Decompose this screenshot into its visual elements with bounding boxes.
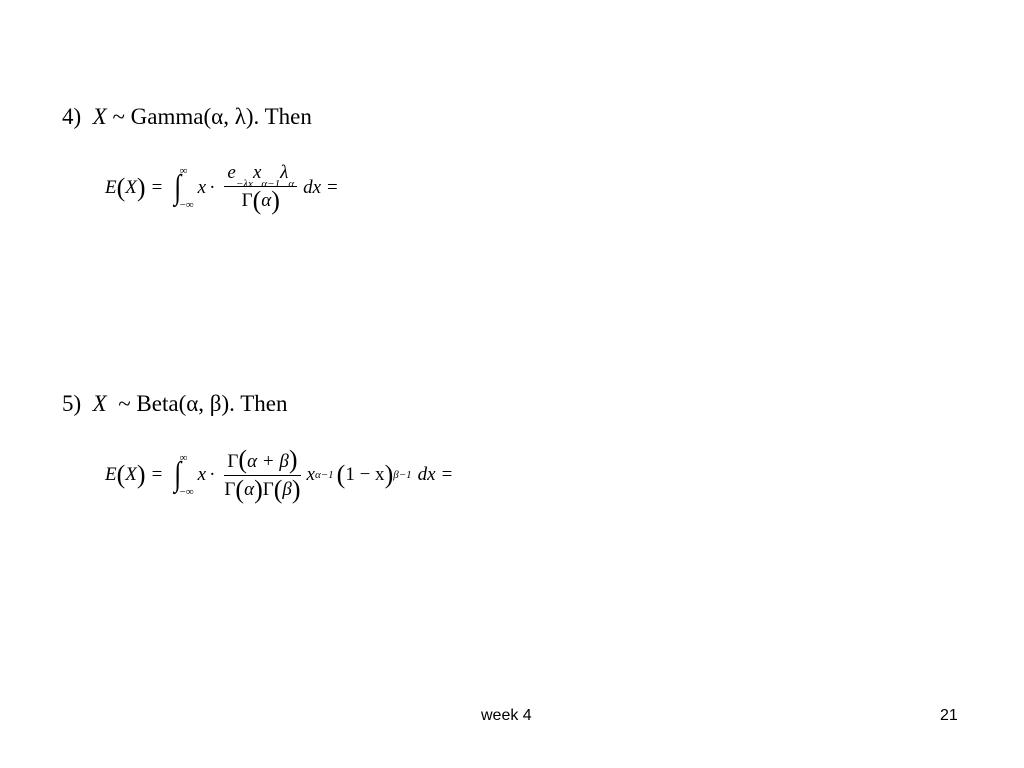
item-4-text: ~ Gamma(α, λ). Then	[112, 104, 312, 129]
equals-sign: =	[151, 177, 163, 198]
gamma-expectation-formula: E ( X ) = ∫ ∞ −∞ x · e −λx x α−1 λ α Γ ( α ) dx =	[105, 162, 338, 215]
integral	[173, 165, 193, 211]
trailing-equals: =	[441, 464, 453, 485]
integral-lower-limit: −∞	[179, 199, 194, 211]
item-4-number: 4)	[62, 104, 82, 129]
power-x: x	[306, 464, 315, 485]
footer-center-text: week 4	[481, 707, 532, 724]
integral-sign: ∫	[174, 456, 182, 493]
fraction-numerator: Γ ( α + β )	[224, 447, 300, 476]
item-4-heading	[62, 103, 312, 131]
slide-page-number: 21	[940, 707, 958, 724]
integrand-x: x	[197, 464, 207, 485]
differential: dx	[303, 177, 322, 198]
integral-sign: ∫	[174, 169, 182, 206]
expectation-symbol: E	[105, 177, 117, 198]
expectation-arg: X	[125, 177, 137, 198]
integral-upper-limit: ∞	[179, 452, 188, 464]
item-4-variable: X	[92, 104, 107, 129]
item-5-text: ~ Beta(α, β). Then	[118, 391, 288, 416]
trailing-equals: =	[327, 177, 338, 198]
gamma-density-fraction	[224, 162, 297, 214]
integral	[173, 452, 193, 498]
multiply-dot: ·	[209, 464, 216, 485]
equals-sign: =	[151, 464, 163, 485]
item-5-variable: X	[92, 391, 107, 416]
item-5-heading	[62, 390, 288, 418]
expectation-symbol: E	[105, 464, 117, 485]
item-5-number: 5)	[62, 391, 82, 416]
integral-lower-limit: −∞	[179, 486, 194, 498]
integrand-x: x	[197, 177, 207, 198]
beta-normalizer-fraction	[224, 447, 300, 503]
expectation-arg: X	[125, 464, 137, 485]
differential: dx	[417, 464, 436, 485]
multiply-dot: ·	[209, 177, 216, 198]
integral-upper-limit: ∞	[179, 165, 188, 177]
fraction-denominator: Γ ( α )	[241, 186, 280, 215]
fraction-numerator: e −λx x α−1 λ α	[224, 162, 297, 187]
fraction-denominator: Γ ( α ) Γ ( β )	[224, 475, 301, 504]
one-minus-x: 1 − x	[345, 464, 385, 485]
beta-expectation-formula: E ( X ) = ∫ ∞ −∞ x · Γ ( α + β ) Γ ( α ) Γ ( β ) x α−1 ( 1 − x ) β−1 dx =	[105, 445, 453, 504]
